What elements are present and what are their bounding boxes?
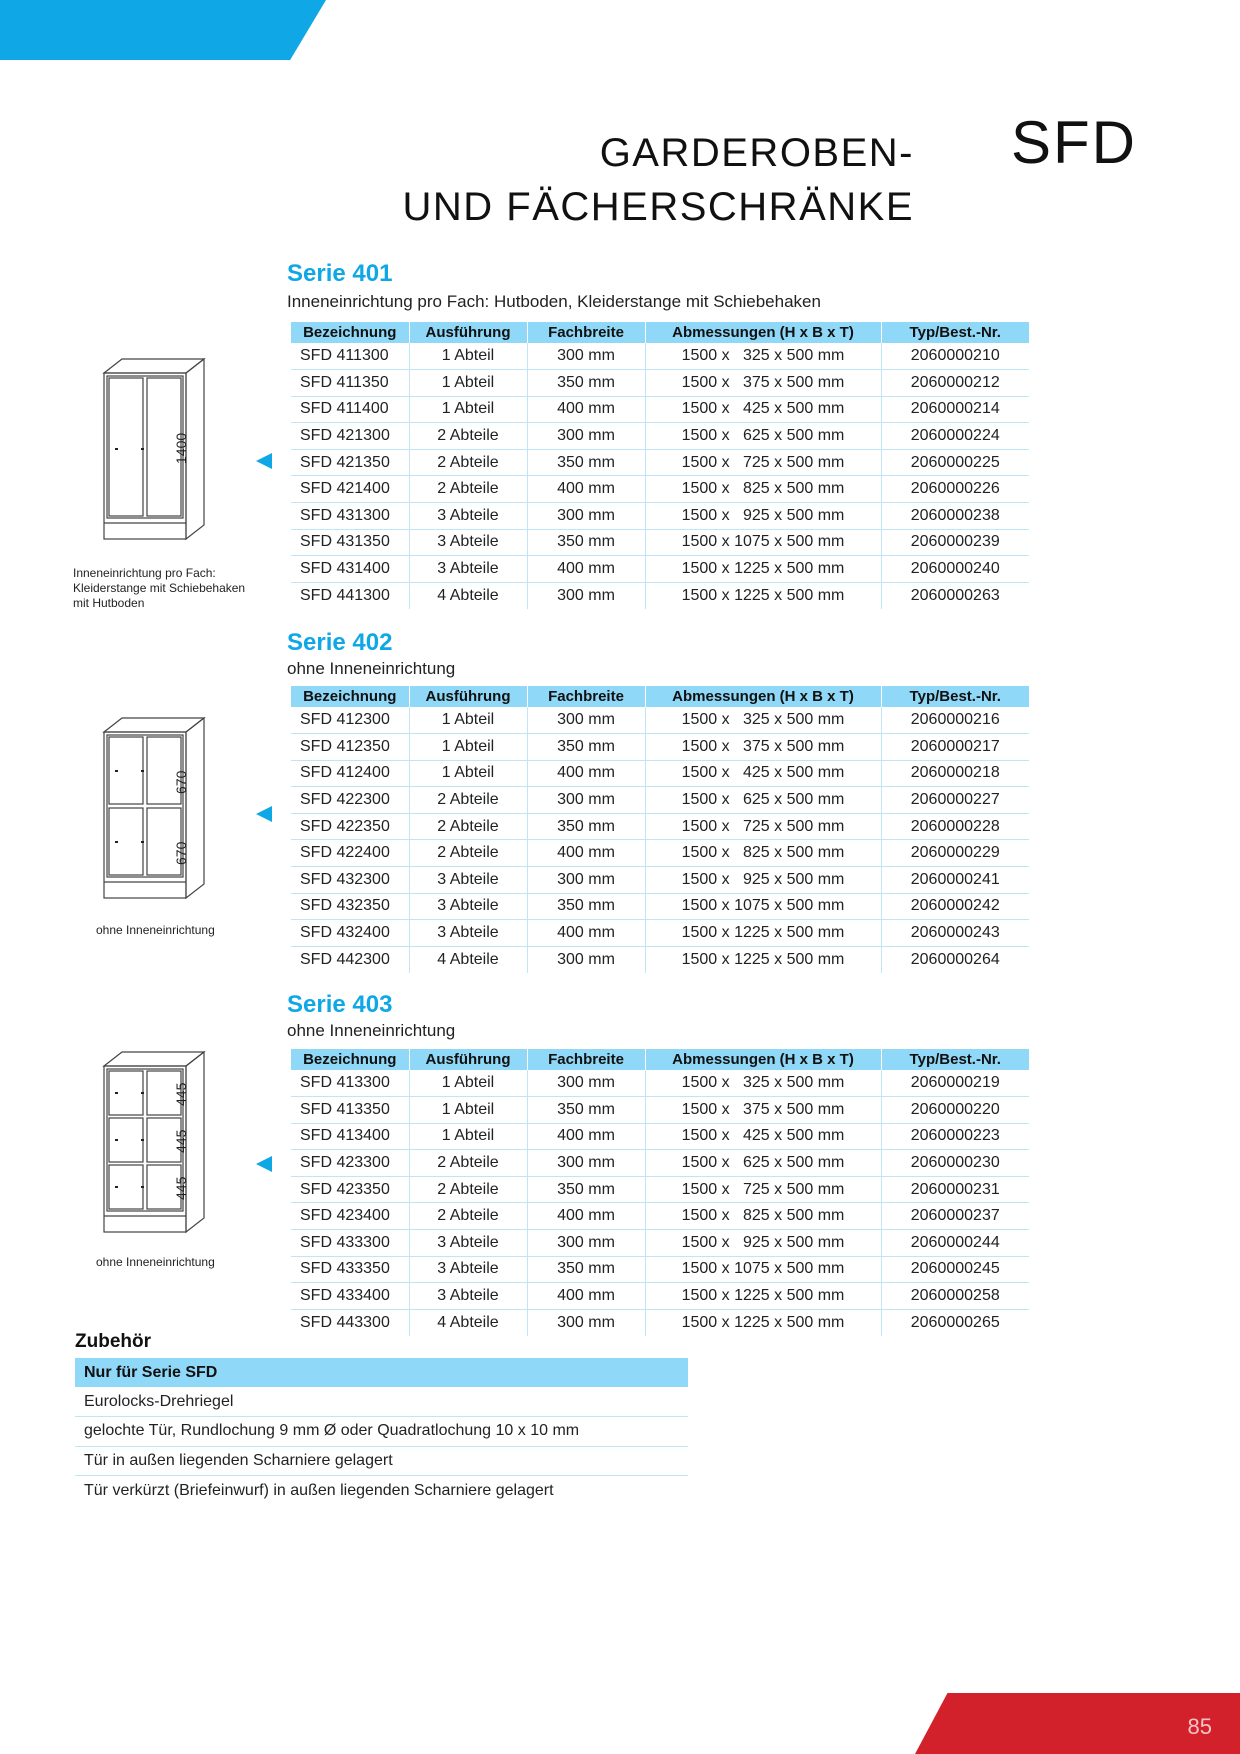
- table-cell: 2060000240: [881, 556, 1029, 583]
- table-cell: 2 Abteile: [409, 476, 527, 503]
- series-code: SFD: [1011, 109, 1137, 176]
- series-401-title: Serie 401: [287, 260, 393, 287]
- cabinet-401-drawing: [100, 357, 210, 541]
- column-header: Typ/Best.-Nr.: [881, 1049, 1029, 1070]
- series-401-subtitle: Inneneinrichtung pro Fach: Hutboden, Kleiderstange mit Schiebehaken: [287, 292, 821, 311]
- table-cell: 2060000263: [881, 582, 1029, 609]
- table-cell: 1500 x 825 x 500 mm: [645, 1203, 881, 1230]
- title-line-1: GARDEROBEN-: [599, 131, 914, 175]
- table-cell: 2 Abteile: [409, 787, 527, 814]
- column-header: Abmessungen (H x B x T): [645, 686, 881, 707]
- table-cell: SFD 421300: [291, 423, 409, 450]
- table-cell: 1 Abteil: [409, 1070, 527, 1097]
- table-cell: 2060000258: [881, 1283, 1029, 1310]
- table-cell: 350 mm: [527, 893, 645, 920]
- table-cell: SFD 413300: [291, 1070, 409, 1097]
- table-cell: 1500 x 625 x 500 mm: [645, 1150, 881, 1177]
- table-header-row: [291, 1049, 1029, 1070]
- table-cell: SFD 413350: [291, 1097, 409, 1124]
- table-cell: 1500 x 325 x 500 mm: [645, 1070, 881, 1097]
- table-cell: 1500 x 1075 x 500 mm: [645, 1256, 881, 1283]
- table-cell: 2060000227: [881, 787, 1029, 814]
- cabinet-403-dimension-middle: 445: [173, 1129, 189, 1153]
- table-row: [291, 423, 1029, 450]
- table-cell: 4 Abteile: [409, 582, 527, 609]
- table-cell: SFD 422400: [291, 840, 409, 867]
- table-cell: SFD 423300: [291, 1150, 409, 1177]
- table-cell: 1500 x 375 x 500 mm: [645, 370, 881, 397]
- table-cell: SFD 421400: [291, 476, 409, 503]
- table-row: [291, 1150, 1029, 1177]
- table-row: [291, 707, 1029, 734]
- table-cell: 300 mm: [527, 582, 645, 609]
- table-cell: 2 Abteile: [409, 1176, 527, 1203]
- table-row: [291, 1230, 1029, 1257]
- table-cell: 350 mm: [527, 370, 645, 397]
- table-row: [291, 529, 1029, 556]
- page-title: [403, 126, 915, 234]
- cabinet-402-dimension-top: 670: [173, 770, 189, 794]
- cabinet-403-dimension-top: 445: [173, 1082, 189, 1106]
- table-cell: 400 mm: [527, 920, 645, 947]
- cabinet-401-dimension: 1400: [173, 432, 189, 464]
- table-cell: SFD 433350: [291, 1256, 409, 1283]
- table-cell: 400 mm: [527, 396, 645, 423]
- table-header-row: [291, 686, 1029, 707]
- table-cell: SFD 422300: [291, 787, 409, 814]
- series-402-table: [291, 686, 1029, 973]
- table-cell: 2060000218: [881, 760, 1029, 787]
- table-cell: 300 mm: [527, 1230, 645, 1257]
- table-cell: 1 Abteil: [409, 734, 527, 761]
- table-cell: SFD 441300: [300, 586, 390, 604]
- table-cell: 2060000239: [881, 529, 1029, 556]
- cabinet-403-dimension-bottom: 445: [173, 1176, 189, 1200]
- table-cell: 1500 x 1225 x 500 mm: [645, 556, 881, 583]
- table-cell: 350 mm: [527, 1176, 645, 1203]
- column-header: Bezeichnung: [291, 322, 409, 343]
- table-cell: 2 Abteile: [409, 840, 527, 867]
- table-cell: 2060000226: [881, 476, 1029, 503]
- table-cell: 1500 x 625 x 500 mm: [645, 423, 881, 450]
- table-cell: 1500 x 1075 x 500 mm: [645, 529, 881, 556]
- table-cell: 300 mm: [527, 343, 645, 370]
- table-row: [291, 813, 1029, 840]
- table-cell: 2060000242: [881, 893, 1029, 920]
- table-cell: 2 Abteile: [409, 449, 527, 476]
- table-row: [291, 946, 1029, 973]
- table-cell: 1500 x 1225 x 500 mm: [645, 582, 881, 609]
- table-cell: 2060000238: [881, 503, 1029, 530]
- table-row: [291, 370, 1029, 397]
- table-cell: 1500 x 625 x 500 mm: [645, 787, 881, 814]
- table-row: [291, 734, 1029, 761]
- accessory-item: Tür in außen liegenden Scharniere gelagert: [75, 1446, 688, 1476]
- table-cell: 400 mm: [527, 760, 645, 787]
- table-cell: 300 mm: [527, 1070, 645, 1097]
- table-row: [291, 1123, 1029, 1150]
- table-cell: 1 Abteil: [409, 760, 527, 787]
- table-cell: 350 mm: [527, 734, 645, 761]
- title-line-2: UND FÄCHERSCHRÄNKE: [402, 185, 914, 229]
- table-cell: 3 Abteile: [409, 893, 527, 920]
- cabinet-402-drawing: [100, 716, 210, 900]
- table-cell: 1500 x 925 x 500 mm: [645, 1230, 881, 1257]
- table-cell: SFD 413400: [291, 1123, 409, 1150]
- table-row: [291, 1176, 1029, 1203]
- table-cell: 300 mm: [527, 1309, 645, 1336]
- table-cell: SFD 431300: [291, 503, 409, 530]
- column-header: Typ/Best.-Nr.: [881, 686, 1029, 707]
- table-cell: 350 mm: [527, 813, 645, 840]
- table-cell: 2060000229: [881, 840, 1029, 867]
- series-403-caption: ohne Inneneinrichtung: [96, 1255, 215, 1269]
- column-header: Ausführung: [409, 686, 527, 707]
- table-cell: 1500 x 725 x 500 mm: [645, 1176, 881, 1203]
- table-cell: 2060000228: [881, 813, 1029, 840]
- table-cell: 1500 x 925 x 500 mm: [645, 503, 881, 530]
- table-cell: SFD 422350: [291, 813, 409, 840]
- table-cell: 300 mm: [527, 503, 645, 530]
- table-cell: 350 mm: [527, 1097, 645, 1124]
- table-row: [291, 867, 1029, 894]
- table-cell: 2060000245: [881, 1256, 1029, 1283]
- table-cell: SFD 442300: [300, 950, 390, 968]
- column-header: Fachbreite: [527, 686, 645, 707]
- table-row: [291, 920, 1029, 947]
- table-cell: 2 Abteile: [409, 813, 527, 840]
- column-header: Bezeichnung: [291, 1049, 409, 1070]
- table-cell: SFD 432400: [291, 920, 409, 947]
- table-row: [291, 1070, 1029, 1097]
- table-cell: 1 Abteil: [409, 707, 527, 734]
- column-header: Bezeichnung: [291, 686, 409, 707]
- series-401-caption: Inneneinrichtung pro Fach: Kleiderstange mit Schiebehaken mit Hutboden: [73, 566, 246, 610]
- table-cell: 2060000220: [881, 1097, 1029, 1124]
- table-cell: 1500 x 725 x 500 mm: [645, 813, 881, 840]
- table-cell: 1 Abteil: [409, 343, 527, 370]
- table-cell: 3 Abteile: [409, 1283, 527, 1310]
- table-cell: SFD 433300: [291, 1230, 409, 1257]
- table-cell: 1500 x 1225 x 500 mm: [645, 1283, 881, 1310]
- table-cell: 1500 x 1075 x 500 mm: [645, 893, 881, 920]
- table-cell: 1 Abteil: [409, 1097, 527, 1124]
- cabinet-402-dimension-bottom: 670: [173, 841, 189, 865]
- table-cell: 300 mm: [527, 1150, 645, 1177]
- table-row: [291, 840, 1029, 867]
- table-cell: 1500 x 375 x 500 mm: [645, 1097, 881, 1124]
- table-cell: 3 Abteile: [409, 503, 527, 530]
- table-cell: SFD 433400: [291, 1283, 409, 1310]
- table-cell: 4 Abteile: [409, 946, 527, 973]
- pointer-arrow-icon: [256, 1156, 272, 1172]
- table-row: [291, 449, 1029, 476]
- table-cell: 3 Abteile: [409, 556, 527, 583]
- table-cell: 3 Abteile: [409, 529, 527, 556]
- series-403-subtitle: ohne Inneneinrichtung: [287, 1021, 456, 1040]
- accessories-header: Nur für Serie SFD: [75, 1358, 688, 1387]
- table-cell: 1500 x 1225 x 500 mm: [645, 946, 881, 973]
- table-cell: 2 Abteile: [409, 1150, 527, 1177]
- table-cell: SFD 423350: [291, 1176, 409, 1203]
- table-row: [291, 1203, 1029, 1230]
- cabinet-403-drawing: [100, 1050, 210, 1234]
- table-cell: 4 Abteile: [409, 1309, 527, 1336]
- column-header: Ausführung: [409, 1049, 527, 1070]
- table-cell: 2 Abteile: [409, 1203, 527, 1230]
- table-row: [291, 760, 1029, 787]
- top-left-accent-bar: [0, 0, 326, 60]
- table-cell: SFD 412350: [291, 734, 409, 761]
- table-cell: SFD 423400: [291, 1203, 409, 1230]
- table-cell: SFD 432350: [291, 893, 409, 920]
- table-row: [291, 1309, 1029, 1336]
- table-cell: 400 mm: [527, 840, 645, 867]
- table-cell: 1500 x 425 x 500 mm: [645, 1123, 881, 1150]
- table-cell: 1500 x 425 x 500 mm: [645, 760, 881, 787]
- accessory-item: gelochte Tür, Rundlochung 9 mm Ø oder Quadratlochung 10 x 10 mm: [75, 1417, 688, 1447]
- table-cell: 2060000224: [881, 423, 1029, 450]
- column-header: Abmessungen (H x B x T): [645, 322, 881, 343]
- table-cell: 3 Abteile: [409, 1230, 527, 1257]
- table-cell: 2060000237: [881, 1203, 1029, 1230]
- table-cell: 2060000241: [881, 867, 1029, 894]
- series-402-caption: ohne Inneneinrichtung: [96, 923, 215, 937]
- table-cell: 2060000219: [881, 1070, 1029, 1097]
- table-cell: 300 mm: [527, 423, 645, 450]
- table-header-row: [291, 322, 1029, 343]
- table-cell: 300 mm: [527, 787, 645, 814]
- table-cell: 2060000225: [881, 449, 1029, 476]
- table-cell: 300 mm: [527, 707, 645, 734]
- accessory-item: Eurolocks-Drehriegel: [75, 1387, 688, 1417]
- series-402-title: Serie 402: [287, 629, 393, 656]
- table-cell: 2060000216: [881, 707, 1029, 734]
- column-header: Abmessungen (H x B x T): [645, 1049, 881, 1070]
- table-cell: 1500 x 325 x 500 mm: [645, 343, 881, 370]
- table-cell: SFD 412300: [291, 707, 409, 734]
- table-cell: 300 mm: [527, 867, 645, 894]
- table-cell: SFD 411350: [291, 370, 409, 397]
- table-cell: 400 mm: [527, 476, 645, 503]
- table-cell: 1500 x 725 x 500 mm: [645, 449, 881, 476]
- table-cell: 2060000264: [881, 946, 1029, 973]
- table-cell: 2060000230: [881, 1150, 1029, 1177]
- page-number: 85: [1187, 1714, 1212, 1739]
- table-cell: 3 Abteile: [409, 867, 527, 894]
- table-row: [291, 1256, 1029, 1283]
- table-cell: 350 mm: [527, 449, 645, 476]
- table-cell: 2060000212: [881, 370, 1029, 397]
- table-row: [291, 582, 1029, 609]
- column-header: Typ/Best.-Nr.: [881, 322, 1029, 343]
- table-cell: 1 Abteil: [409, 370, 527, 397]
- table-cell: 400 mm: [527, 1283, 645, 1310]
- table-cell: 400 mm: [527, 1203, 645, 1230]
- table-cell: 1500 x 1225 x 500 mm: [645, 920, 881, 947]
- table-row: [291, 503, 1029, 530]
- table-row: [291, 556, 1029, 583]
- table-row: [291, 476, 1029, 503]
- table-cell: 400 mm: [527, 556, 645, 583]
- column-header: Fachbreite: [527, 1049, 645, 1070]
- table-cell: 3 Abteile: [409, 1256, 527, 1283]
- table-cell: SFD 411400: [291, 396, 409, 423]
- table-row: [291, 893, 1029, 920]
- table-cell: 1500 x 375 x 500 mm: [645, 734, 881, 761]
- table-cell: SFD 443300: [300, 1313, 390, 1331]
- column-header: Ausführung: [409, 322, 527, 343]
- series-403-table: [291, 1049, 1029, 1336]
- table-cell: SFD 431400: [291, 556, 409, 583]
- table-row: [291, 1097, 1029, 1124]
- table-row: [291, 787, 1029, 814]
- table-cell: 2060000265: [881, 1309, 1029, 1336]
- series-401-table: [291, 322, 1029, 609]
- table-cell: 350 mm: [527, 1256, 645, 1283]
- table-cell: 2 Abteile: [409, 423, 527, 450]
- table-cell: SFD 411300: [291, 343, 409, 370]
- accessory-item: Tür verkürzt (Briefeinwurf) in außen liegenden Scharniere gelagert: [84, 1481, 554, 1499]
- table-cell: SFD 432300: [291, 867, 409, 894]
- table-cell: SFD 421350: [291, 449, 409, 476]
- table-cell: 1500 x 825 x 500 mm: [645, 840, 881, 867]
- table-cell: 1500 x 1225 x 500 mm: [645, 1309, 881, 1336]
- table-cell: 3 Abteile: [409, 920, 527, 947]
- accessories-title: Zubehör: [75, 1331, 151, 1352]
- table-row: [291, 1283, 1029, 1310]
- table-cell: 1500 x 825 x 500 mm: [645, 476, 881, 503]
- accessories-table: [75, 1358, 688, 1505]
- table-cell: 2060000243: [881, 920, 1029, 947]
- table-cell: 2060000217: [881, 734, 1029, 761]
- pointer-arrow-icon: [256, 806, 272, 822]
- column-header: Fachbreite: [527, 322, 645, 343]
- table-cell: 2060000223: [881, 1123, 1029, 1150]
- table-row: [291, 396, 1029, 423]
- table-cell: SFD 431350: [291, 529, 409, 556]
- table-cell: SFD 412400: [291, 760, 409, 787]
- table-cell: 2060000214: [881, 396, 1029, 423]
- table-cell: 1 Abteil: [409, 396, 527, 423]
- table-cell: 1 Abteil: [409, 1123, 527, 1150]
- table-cell: 2060000231: [881, 1176, 1029, 1203]
- table-cell: 2060000210: [881, 343, 1029, 370]
- pointer-arrow-icon: [256, 453, 272, 469]
- table-row: [291, 343, 1029, 370]
- table-cell: 2060000244: [881, 1230, 1029, 1257]
- table-cell: 350 mm: [527, 529, 645, 556]
- series-402-subtitle: ohne Inneneinrichtung: [287, 659, 456, 678]
- series-403-title: Serie 403: [287, 991, 393, 1018]
- table-cell: 400 mm: [527, 1123, 645, 1150]
- table-cell: 300 mm: [527, 946, 645, 973]
- table-cell: 1500 x 425 x 500 mm: [645, 396, 881, 423]
- table-cell: 1500 x 925 x 500 mm: [645, 867, 881, 894]
- table-cell: 1500 x 325 x 500 mm: [645, 707, 881, 734]
